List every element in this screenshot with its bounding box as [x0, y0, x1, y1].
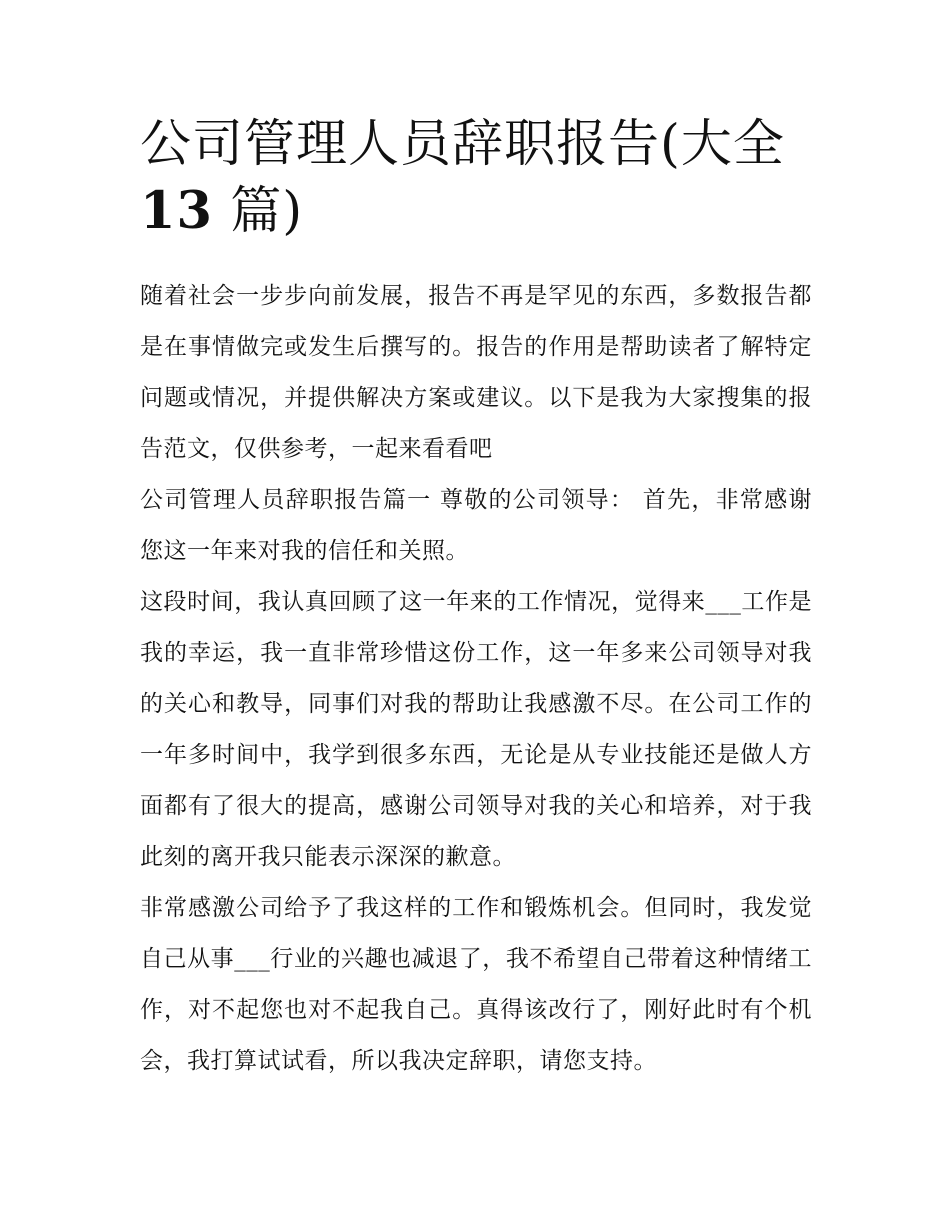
document-page: [140, 112, 812, 1087]
document-title: [140, 112, 812, 245]
title-line1: 公司管理人员辞职报告(大全: [140, 115, 785, 174]
document-body: [140, 271, 812, 1087]
paragraph-reason: 非常感激公司给予了我这样的工作和锻炼机会。但同时，我发觉自己从事___行业的兴趣也减退了，我不希望自己带着这种情绪工作，对不起您也对不起我自己。真得该改行了，刚好此时有个机会，我打算试试看，所以我决定辞职，请您支持。: [140, 895, 812, 1074]
title-line2: 篇): [212, 182, 304, 241]
title-number: 13: [140, 181, 213, 241]
paragraph-greeting: 公司管理人员辞职报告篇一 尊敬的公司领导： 首先，非常感谢您这一年来对我的信任和关照。: [140, 487, 812, 564]
paragraph-intro: 随着社会一步步向前发展，报告不再是罕见的东西，多数报告都是在事情做完或发生后撰写的。报告的作用是帮助读者了解特定问题或情况，并提供解决方案或建议。以下是我为大家搜集的报告范文，仅供参考，一起来看看吧: [140, 283, 812, 462]
paragraph-reflection: 这段时间，我认真回顾了这一年来的工作情况，觉得来___工作是我的幸运，我一直非常珍惜这份工作，这一年多来公司领导对我的关心和教导，同事们对我的帮助让我感激不尽。在公司工作的一年多时间中，我学到很多东西，无论是从专业技能还是做人方面都有了很大的提高，感谢公司领导对我的关心和培养，对于我此刻的离开我只能表示深深的歉意。: [140, 589, 812, 870]
